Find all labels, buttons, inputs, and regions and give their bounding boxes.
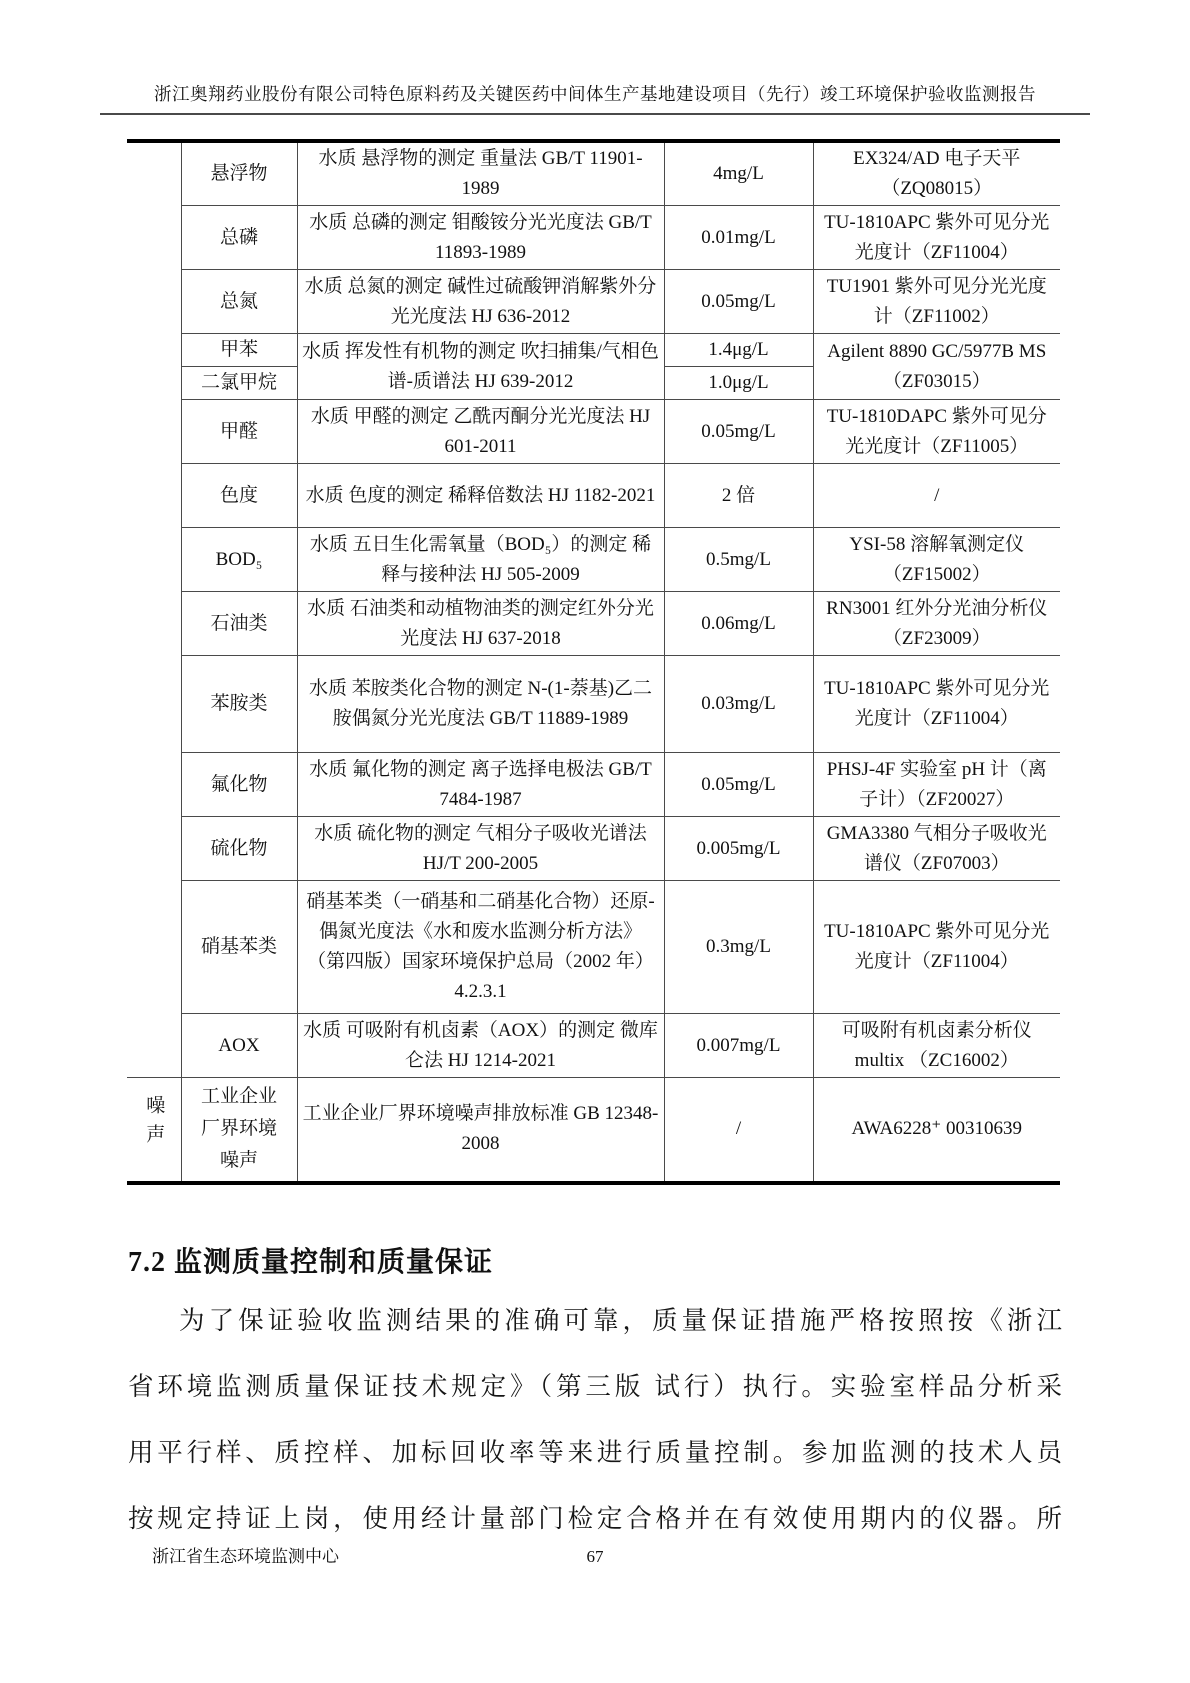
table-row	[127, 817, 1060, 881]
value-cell: 0.05mg/L	[664, 400, 813, 464]
table-row	[127, 592, 1060, 656]
method-cell: 水质 石油类和动植物油类的测定红外分光光度法 HJ 637-2018	[297, 592, 664, 656]
table-row-noise	[127, 1078, 1060, 1183]
table-row	[127, 464, 1060, 528]
instrument-cell: YSI-58 溶解氧测定仪（ZF15002）	[813, 528, 1060, 592]
instrument-cell: TU-1810APC 紫外可见分光光度计（ZF11004）	[813, 206, 1060, 270]
table-row	[127, 881, 1060, 1014]
param-cell: 总氮	[181, 270, 297, 334]
table-row	[127, 1014, 1060, 1078]
method-cell: 水质 挥发性有机物的测定 吹扫捕集/气相色谱-质谱法 HJ 639-2012	[297, 334, 664, 400]
page-number: 67	[586, 1547, 604, 1566]
method-cell: 工业企业厂界环境噪声排放标准 GB 12348-2008	[297, 1078, 664, 1183]
category-cell-empty	[127, 141, 181, 1078]
value-cell: 0.05mg/L	[664, 753, 813, 817]
instrument-cell: PHSJ-4F 实验室 pH 计（离子计）（ZF20027）	[813, 753, 1060, 817]
table-row	[127, 141, 1060, 206]
param-cell: AOX	[181, 1014, 297, 1078]
value-cell: 0.03mg/L	[664, 656, 813, 753]
value-cell: /	[664, 1078, 813, 1183]
value-cell: 4mg/L	[664, 141, 813, 206]
method-cell: 水质 总氮的测定 碱性过硫酸钾消解紫外分光光度法 HJ 636-2012	[297, 270, 664, 334]
value-cell: 0.005mg/L	[664, 817, 813, 881]
value-cell: 0.3mg/L	[664, 881, 813, 1014]
param-cell: BOD₅	[181, 528, 297, 592]
param-cell: 二氯甲烷	[181, 367, 297, 400]
instrument-cell: /	[813, 464, 1060, 528]
param-cell: 硫化物	[181, 817, 297, 881]
param-cell: 色度	[181, 464, 297, 528]
instrument-cell: GMA3380 气相分子吸收光谱仪（ZF07003）	[813, 817, 1060, 881]
method-cell: 水质 苯胺类化合物的测定 N-(1-萘基)乙二胺偶氮分光光度法 GB/T 11889-1989	[297, 656, 664, 753]
param-cell: 甲苯	[181, 334, 297, 367]
table-row	[127, 656, 1060, 753]
method-cell: 硝基苯类（一硝基和二硝基化合物）还原-偶氮光度法《水和废水监测分析方法》 （第四版）国家环境保护总局（2002 年）4.2.3.1	[297, 881, 664, 1014]
method-cell: 水质 硫化物的测定 气相分子吸收光谱法 HJ/T 200-2005	[297, 817, 664, 881]
value-cell: 1.0μg/L	[664, 367, 813, 400]
param-cell: 甲醛	[181, 400, 297, 464]
param-cell: 总磷	[181, 206, 297, 270]
method-cell: 水质 五日生化需氧量（BOD₅）的测定 稀释与接种法 HJ 505-2009	[297, 528, 664, 592]
category-cell-noise	[127, 1078, 181, 1183]
method-cell: 水质 悬浮物的测定 重量法 GB/T 11901-1989	[297, 141, 664, 206]
method-cell: 水质 色度的测定 稀释倍数法 HJ 1182-2021	[297, 464, 664, 528]
method-cell: 水质 氟化物的测定 离子选择电极法 GB/T 7484-1987	[297, 753, 664, 817]
method-cell: 水质 总磷的测定 钼酸铵分光光度法 GB/T 11893-1989	[297, 206, 664, 270]
table-row	[127, 753, 1060, 817]
instrument-cell: RN3001 红外分光油分析仪（ZF23009）	[813, 592, 1060, 656]
instrument-cell: 可吸附有机卤素分析仪 multix （ZC16002）	[813, 1014, 1060, 1078]
table-row	[127, 334, 1060, 367]
method-cell: 水质 甲醛的测定 乙酰丙酮分光光度法 HJ 601-2011	[297, 400, 664, 464]
monitoring-table-wrap	[127, 139, 1060, 1185]
body-line: 省环境监测质量保证技术规定》（第三版 试行）执行。实验室样品分析采	[128, 1372, 1062, 1401]
instrument-cell: AWA6228⁺ 00310639	[813, 1078, 1060, 1183]
instrument-cell: Agilent 8890 GC/5977B MS（ZF03015）	[813, 334, 1060, 400]
instrument-cell: TU-1810APC 紫外可见分光光度计（ZF11004）	[813, 881, 1060, 1014]
table-row	[127, 400, 1060, 464]
noise-category-label: 噪声	[143, 1095, 165, 1154]
instrument-cell: TU-1810APC 紫外可见分光光度计（ZF11004）	[813, 656, 1060, 753]
body-line: 为了保证验收监测结果的准确可靠，质量保证措施严格按照按《浙江	[179, 1306, 1062, 1335]
param-cell: 悬浮物	[181, 141, 297, 206]
method-cell: 水质 可吸附有机卤素（AOX）的测定 微库仑法 HJ 1214-2021	[297, 1014, 664, 1078]
body-line: 用平行样、质控样、加标回收率等来进行质量控制。参加监测的技术人员	[128, 1438, 1062, 1467]
param-cell: 石油类	[181, 592, 297, 656]
value-cell: 0.5mg/L	[664, 528, 813, 592]
monitoring-table	[127, 139, 1060, 1185]
param-cell: 氟化物	[181, 753, 297, 817]
body-line: 按规定持证上岗，使用经计量部门检定合格并在有效使用期内的仪器。所	[128, 1504, 1062, 1533]
table-row	[127, 528, 1060, 592]
page-header: 浙江奥翔药业股份有限公司特色原料药及关键医药中间体生产基地建设项目（先行）竣工环境保护验收监测报告	[100, 82, 1090, 115]
value-cell: 0.007mg/L	[664, 1014, 813, 1078]
body-paragraph	[128, 1288, 1062, 1552]
table-row	[127, 206, 1060, 270]
value-cell: 1.4μg/L	[664, 334, 813, 367]
value-cell: 0.05mg/L	[664, 270, 813, 334]
value-cell: 2 倍	[664, 464, 813, 528]
param-cell	[181, 1078, 297, 1183]
value-cell: 0.01mg/L	[664, 206, 813, 270]
table-row	[127, 270, 1060, 334]
instrument-cell: TU1901 紫外可见分光光度计（ZF11002）	[813, 270, 1060, 334]
footer-organization: 浙江省生态环境监测中心	[152, 1547, 339, 1566]
section-heading: 7.2 监测质量控制和质量保证	[128, 1247, 494, 1278]
noise-param-label: 工业企业厂界环境噪声	[200, 1086, 277, 1172]
value-cell: 0.06mg/L	[664, 592, 813, 656]
instrument-cell: EX324/AD 电子天平（ZQ08015）	[813, 141, 1060, 206]
param-cell: 硝基苯类	[181, 881, 297, 1014]
instrument-cell: TU-1810DAPC 紫外可见分光光度计（ZF11005）	[813, 400, 1060, 464]
param-cell: 苯胺类	[181, 656, 297, 753]
